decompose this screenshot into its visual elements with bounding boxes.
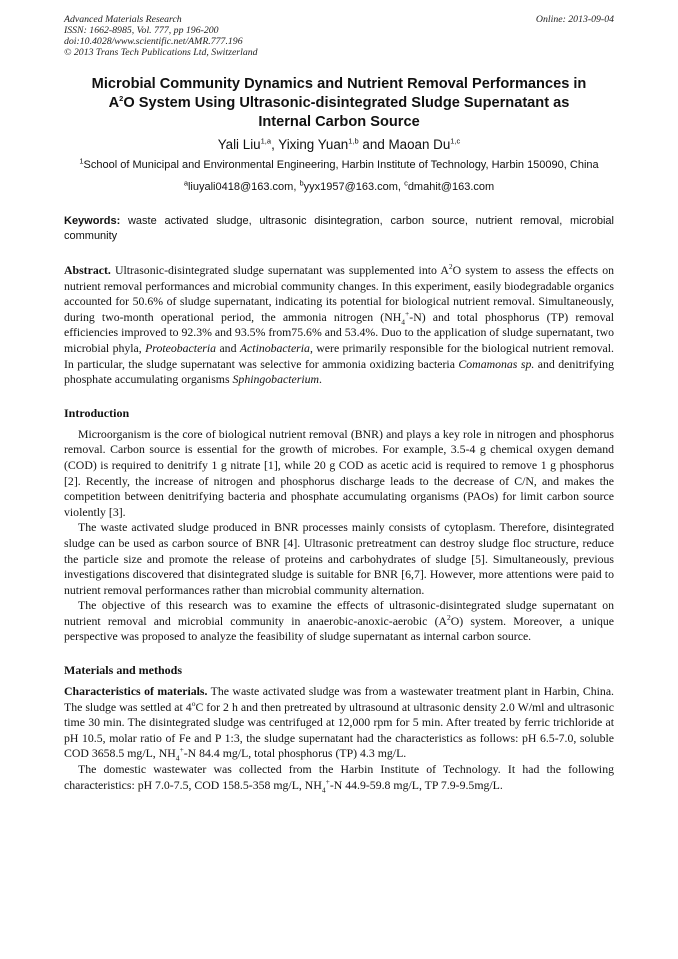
abstract-italic-1: Proteobacteria <box>145 340 217 355</box>
affiliation-sup: 1 <box>79 156 84 166</box>
methods-degree-sup: o <box>191 698 196 708</box>
section-heading-introduction: Introduction <box>64 405 130 420</box>
journal-header <box>64 14 614 58</box>
title-line-2-text: O System Using Ultrasonic-disintegrated Sludge Supernatant as <box>123 95 570 111</box>
abstract-text-4: and <box>216 340 240 355</box>
methods-sup-plus: + <box>179 745 184 755</box>
methods-d-text-2: -N 44.9-59.8 mg/L, TP 7.9-9.5mg/L. <box>329 777 503 792</box>
paper-title <box>64 75 614 132</box>
intro-p3-text-2: O) system. Moreover, a unique perspective was proposed to analyze the feasibility of sludge supernatant as internal carbon source. <box>64 613 614 644</box>
abstract-label: Abstract. <box>64 263 111 277</box>
author-1-sup: 1,a <box>260 136 272 146</box>
methods-d-sup: + <box>325 776 330 786</box>
author-3-sup: 1,c <box>450 136 461 146</box>
introduction-body <box>64 427 614 645</box>
journal-name: Advanced Materials Research <box>64 14 182 25</box>
author-2: Yixing Yuan <box>278 137 349 152</box>
methods-sub-4: 4 <box>175 753 180 763</box>
intro-p3-text-1: The objective of this research was to examine the effects of ultrasonic-disintegrated sludge supernatant on nutrient removal and microbial community in anaerobic-anoxic-aerobic (A <box>64 598 614 628</box>
methods-paragraph-1 <box>64 684 614 762</box>
methods-d-text-1: The domestic wastewater was collected from the Harbin Institute of Technology. It had the following characteristics: pH 7.0-7.5, COD 158.5-358 mg/L, NH <box>64 762 614 792</box>
section-heading-methods: Materials and methods <box>64 663 182 678</box>
email-a: liuyali0418@163.com, <box>187 181 300 193</box>
affiliation-text: School of Municipal and Environmental Engineering, Harbin Institute of Technology, Harbin 150090, China <box>83 159 599 171</box>
keywords-text: waste activated sludge, ultrasonic disintegration, carbon source, nutrient removal, microbial community <box>64 215 614 242</box>
methods-subheading: Characteristics of materials. <box>64 684 208 699</box>
title-line-2 <box>64 94 614 113</box>
intro-paragraph-2: The waste activated sludge produced in BNR processes mainly consists of cytoplasm. Therefore, disintegrated sludge can be used as carbon source of BNR [4]. Ultrasonic pretreatment can destroy sludge floc structure, reduce the particle size and promote the release of proteins and carbohydrates of sludge [5]. Simultaneously, previous investigations discovered that disintegrated sludge is suitable for BNR [6,7]. However, more attentions were paid to nutrient removal performances rather than microbial community alternation. <box>64 520 614 597</box>
abstract-text-3: -N) and total phosphorus (TP) removal efficiencies improved to 92.3% and 93.5% from75.6% and 53.4%. Duo to the application of sludge supernatant, two microbial phyla, <box>64 309 614 355</box>
email-c: dmahit@163.com <box>407 181 495 193</box>
methods-body <box>64 684 614 793</box>
email-a-sup: a <box>183 178 188 188</box>
abstract-italic-4: Sphingobacterium <box>232 372 320 387</box>
affiliation <box>64 158 614 173</box>
abstract-sup-1: 2 <box>448 262 453 272</box>
methods-d-sub: 4 <box>321 784 326 794</box>
doi-line: doi:10.4028/www.scientific.net/AMR.777.196 <box>64 36 243 47</box>
keywords <box>64 214 614 243</box>
abstract-text-5: , were primarily responsible for the biological nutrient removal. In particular, the sludge supernatant was selective for ammonia oxidizing bacteria <box>64 340 614 371</box>
email-b-sup: b <box>299 178 304 188</box>
author-2-sup: 1,b <box>348 136 359 146</box>
abstract-text-6: and denitrifying phosphate accumulating organisms <box>64 356 614 387</box>
author-3: Maoan Du <box>388 137 451 152</box>
online-date: Online: 2013-09-04 <box>535 14 614 25</box>
intro-paragraph-1: Microorganism is the core of biological nutrient removal (BNR) and plays a key role in nitrogen and phosphorus removal. Carbon source is essential for the growth of microbes. For example, 3.5-4 g chemical oxygen demand (COD) is required to denitrify 1 g nitrate [1], while 20 g COD as acetic acid is required to remove 1 g phosphorus [2]. Recently, the increase of nitrogen and phosphorus discharge leads to the decrease of C/N, and makes the competition between denitrifying bacteria and phosphate accumulating organisms (PAOs) for limit carbon source violently [3]. <box>64 426 614 519</box>
title-a: A <box>108 95 120 111</box>
abstract-sub-1: 4 <box>401 317 406 327</box>
author-emails <box>64 180 614 194</box>
author-sep-2: and <box>358 137 389 152</box>
email-c-sup: c <box>404 178 408 188</box>
methods-text-1: The waste activated sludge was from a wastewater treatment plant in Harbin, China. The sludge was settled at 4 <box>64 684 615 714</box>
abstract-text-7: . <box>319 372 322 387</box>
author-1: Yali Liu <box>217 137 261 152</box>
abstract-sup-2: + <box>405 308 410 318</box>
abstract-text-2: O system to assess the effects on nutrient removal performances and microbial community changes. In this experiment, easily biodegradable organics accounted for 50.6% of sludge supernatant, indicating its potential for biological nutrient removal. Simultaneously, during two-month operational period, the ammonia nitrogen (NH <box>64 263 614 324</box>
abstract-text-1: Ultrasonic-disintegrated sludge supernatant was supplemented into A <box>110 263 449 277</box>
intro-p3-sup: 2 <box>447 612 451 622</box>
methods-text-3: -N 84.4 mg/L, total phosphorus (TP) 4.3 mg/L. <box>183 746 407 761</box>
methods-text-2: C for 2 h and then pretreated by ultrasound at ultrasonic density 2.0 W/ml and ultrasonic time 30 min. The disintegrated sludge was centrifuged at 12,000 rpm for 5 min. After treated by ferric trichloride at pH 10.5, molar ratio of Fe and P 1:3, the sludge supernatant had the characteristics as follows: pH 6.5-7.0, soluble COD 3658.5 mg/L, NH <box>64 699 614 761</box>
abstract <box>64 263 614 388</box>
title-line-3: Internal Carbon Source <box>258 114 420 130</box>
title-sup: 2 <box>119 94 124 104</box>
paper-page <box>64 14 614 793</box>
keywords-label: Keywords: <box>64 215 121 227</box>
copyright-line: © 2013 Trans Tech Publications Ltd, Switzerland <box>64 47 258 58</box>
intro-paragraph-3 <box>64 598 614 645</box>
abstract-italic-3: Comamonas sp. <box>458 356 535 371</box>
author-list <box>64 136 614 153</box>
author-sep-1: , <box>271 137 279 152</box>
issn-line: ISSN: 1662-8985, Vol. 777, pp 196-200 <box>64 25 219 36</box>
email-b: yyx1957@163.com, <box>303 181 405 193</box>
methods-paragraph-2 <box>64 762 614 793</box>
abstract-italic-2: Actinobacteria <box>239 340 310 355</box>
title-line-1: Microbial Community Dynamics and Nutrient Removal Performances in <box>91 76 587 92</box>
